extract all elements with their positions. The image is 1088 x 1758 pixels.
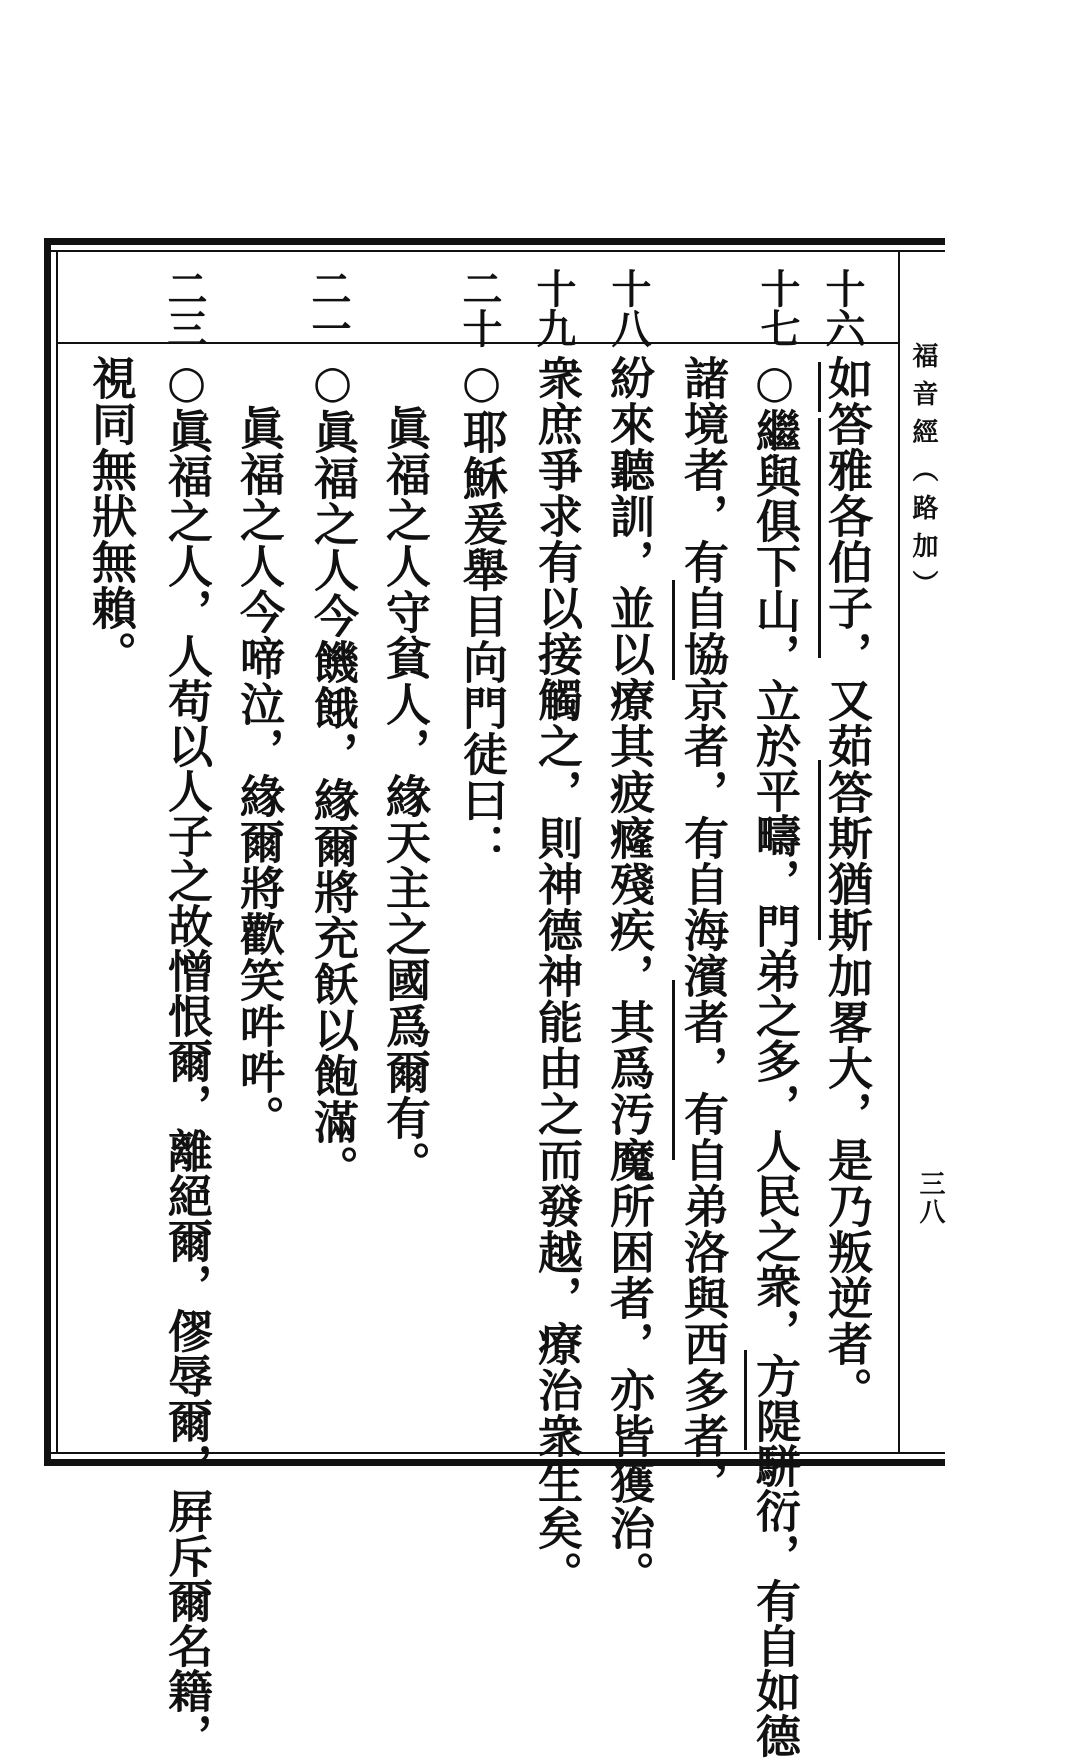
frame-right-rule bbox=[898, 250, 900, 1454]
proper-name-mark bbox=[744, 1350, 747, 1450]
verse-number-23: 二三 bbox=[161, 268, 208, 348]
proper-name-mark bbox=[672, 980, 675, 1160]
frame-top-thick-rule bbox=[48, 238, 945, 245]
proper-name-mark bbox=[672, 580, 675, 680]
text-line-9: 眞福之人今啼泣，緣爾將歡笑吽吽。 bbox=[232, 405, 285, 1141]
text-line-2: ○繼與俱下山，立於平疇，門弟之多，人民之衆，方隄駢衍，有自如德 bbox=[748, 355, 801, 1758]
text-line-7: 眞福之人守貧人，緣天主之國爲爾有。 bbox=[378, 405, 431, 1187]
text-line-1: 如答雅各伯子，又茹答斯猶斯加畧大，是乃叛逆者。 bbox=[820, 355, 873, 1413]
frame-left-thick-rule bbox=[44, 238, 51, 1466]
frame-top-thin-rule bbox=[48, 250, 945, 252]
frame-left-thin-rule bbox=[56, 250, 58, 1454]
verse-number-21: 二一 bbox=[305, 268, 352, 348]
text-line-5: 衆庶爭求有以接觸之，則神德神能由之而發越，療治衆生矣。 bbox=[530, 355, 583, 1597]
verse-number-19: 十九 bbox=[530, 268, 577, 348]
text-line-11: 視同無狀無賴。 bbox=[84, 355, 137, 677]
text-line-3: 諸境者，有自協京者，有自海濱者，有自弟洛與西多者， bbox=[676, 355, 729, 1505]
text-line-8: ○眞福之人今饑餓，緣爾將充飫以飽滿。 bbox=[306, 355, 359, 1191]
text-line-10: ○眞福之人，人苟以人子之故憎恨爾，離絕爾，僇辱爾，屛斥爾名籍， bbox=[160, 355, 213, 1758]
verse-number-17: 十七 bbox=[754, 268, 801, 348]
text-line-4: 紛來聽訓，並以療其疲癃殘疾，其爲汚魔所困者，亦皆獲治。 bbox=[602, 355, 655, 1597]
page-number: 三八 bbox=[915, 1170, 945, 1226]
verse-number-20: 二十 bbox=[456, 268, 503, 348]
book-title: 福音經（路加） bbox=[908, 342, 938, 608]
verse-number-16: 十六 bbox=[819, 268, 866, 348]
text-line-6: ○耶穌爰舉目向門徒曰： bbox=[455, 355, 508, 869]
verse-number-18: 十八 bbox=[605, 268, 652, 348]
